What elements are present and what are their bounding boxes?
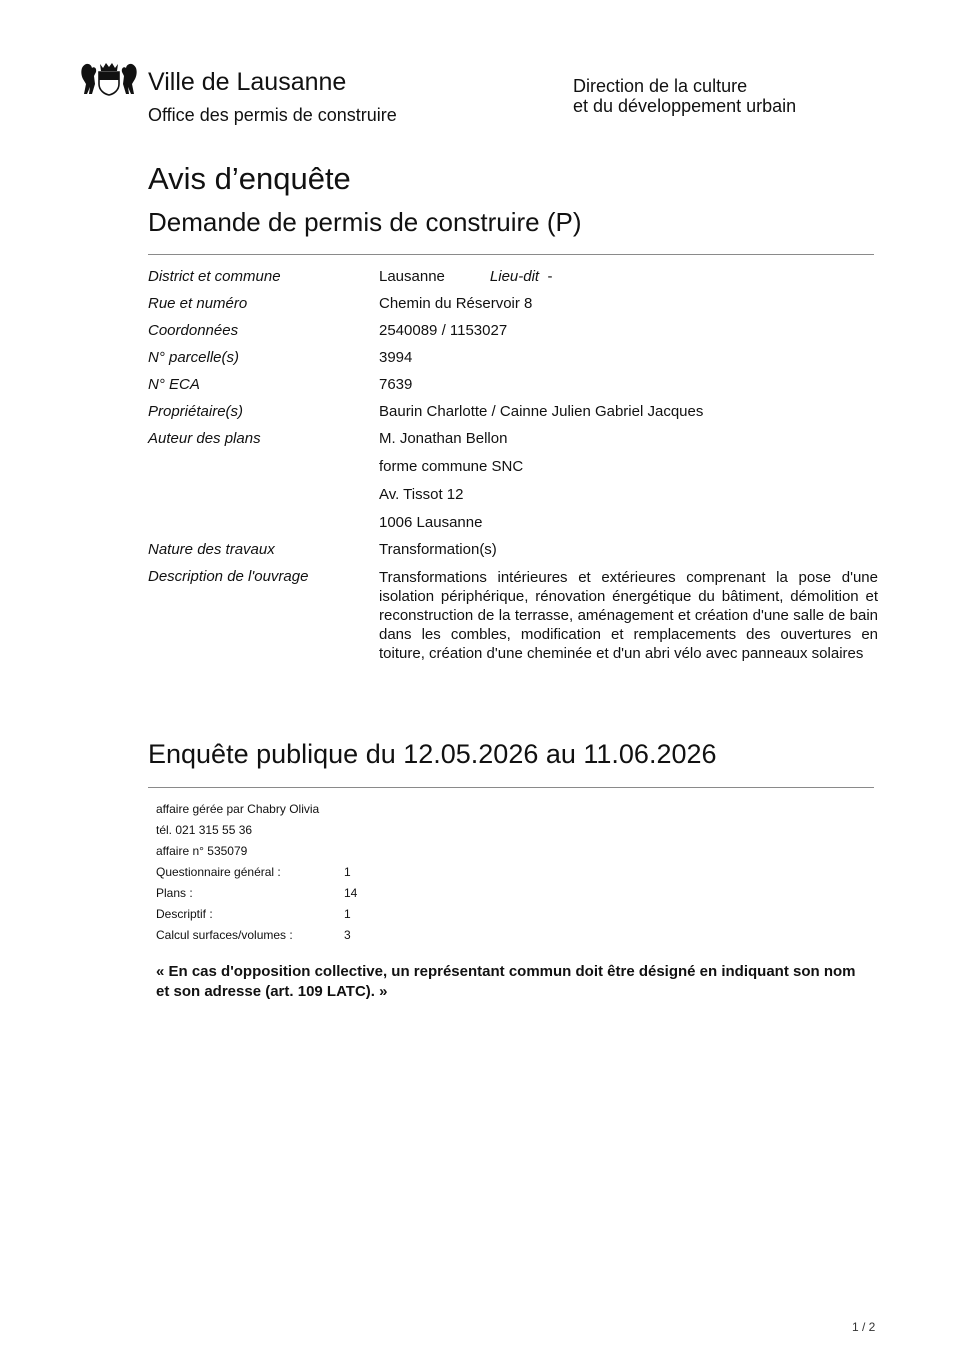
direction-line-1: Direction de la culture (573, 76, 748, 96)
stat-row (156, 926, 357, 947)
case-manager: affaire gérée par Chabry Olivia (156, 802, 320, 816)
case-phone: tél. 021 315 55 36 (156, 823, 253, 837)
page-subtitle: Demande de permis de construire (P) (148, 207, 582, 237)
field-value: 2540089 / 1153027 (379, 322, 508, 339)
auteur-line-2: forme commune SNC (379, 458, 524, 475)
opposition-notice: « En cas d'opposition collective, un représentant commun doit être désigné en indiquant son nom et son adresse (art. 109 LATC). » (156, 963, 856, 1000)
field-label: District et commune (148, 268, 281, 285)
field-label: Auteur des plans (148, 430, 261, 447)
district-value: Lausanne (379, 268, 445, 285)
field-value: Transformation(s) (379, 541, 497, 558)
field-label: Nature des travaux (148, 541, 275, 558)
case-details (156, 800, 357, 947)
divider (148, 254, 874, 255)
stat-row (156, 905, 357, 926)
field-value: Chemin du Réservoir 8 (379, 295, 533, 312)
stat-label: Questionnaire général : (156, 865, 281, 879)
field-rue (148, 295, 878, 322)
case-number: affaire n° 535079 (156, 844, 248, 858)
auteur-line-4: 1006 Lausanne (379, 514, 483, 531)
lieu-dit-label: Lieu-dit (489, 268, 540, 285)
stat-value: 3 (344, 928, 351, 942)
field-value: Transformations intérieures et extérieures comprenant la pose d'une isolation périphérique, rénovation énergétique du bâtiment, démolition et reconstruction de la terrasse, aménagement et création d'une salle de bain dans les combles, modification et remplacements des ouvertures en toiture, création d'une cheminée et d'un abri vélo avec panneaux solaires (379, 569, 878, 662)
stat-label: Calcul surfaces/volumes : (156, 928, 293, 942)
field-nature (148, 541, 878, 568)
field-value: Baurin Charlotte / Cainne Julien Gabriel Jacques (379, 403, 704, 420)
permit-fields (148, 268, 878, 663)
field-proprietaire (148, 403, 878, 430)
field-label: N° parcelle(s) (148, 349, 240, 366)
field-auteur (148, 430, 878, 541)
field-coordonnees (148, 322, 878, 349)
field-label: N° ECA (148, 376, 200, 393)
page-number: 1 / 2 (852, 1320, 876, 1334)
stat-row (156, 884, 357, 905)
field-label: Coordonnées (148, 322, 239, 339)
auteur-line-1: M. Jonathan Bellon (379, 430, 508, 447)
stat-row (156, 863, 357, 884)
office-name: Office des permis de construire (148, 105, 397, 125)
field-description (148, 568, 878, 663)
direction-line-2: et du développement urbain (573, 96, 797, 116)
org-name: Ville de Lausanne (148, 68, 347, 96)
divider (148, 787, 874, 788)
page-title: Avis d’enquête (148, 161, 351, 196)
field-eca (148, 376, 878, 403)
direction-name (573, 76, 796, 116)
lausanne-coat-of-arms-icon (80, 60, 138, 96)
field-value: 3994 (379, 349, 413, 366)
stat-label: Plans : (156, 886, 193, 900)
field-label: Propriétaire(s) (148, 403, 244, 420)
field-label: Description de l'ouvrage (148, 568, 309, 585)
enquete-heading: Enquête publique du 12.05.2026 au 11.06.2026 (148, 739, 717, 769)
field-value: 7639 (379, 376, 413, 393)
field-parcelle (148, 349, 878, 376)
stat-label: Descriptif : (156, 907, 213, 921)
field-label: Rue et numéro (148, 295, 248, 312)
stat-value: 14 (344, 886, 358, 900)
lieu-dit-value: - (547, 268, 553, 285)
stat-value: 1 (344, 907, 351, 921)
field-value (379, 430, 878, 541)
stat-value: 1 (344, 865, 351, 879)
auteur-line-3: Av. Tissot 12 (379, 486, 464, 503)
field-district (148, 268, 878, 295)
field-value (379, 268, 878, 286)
